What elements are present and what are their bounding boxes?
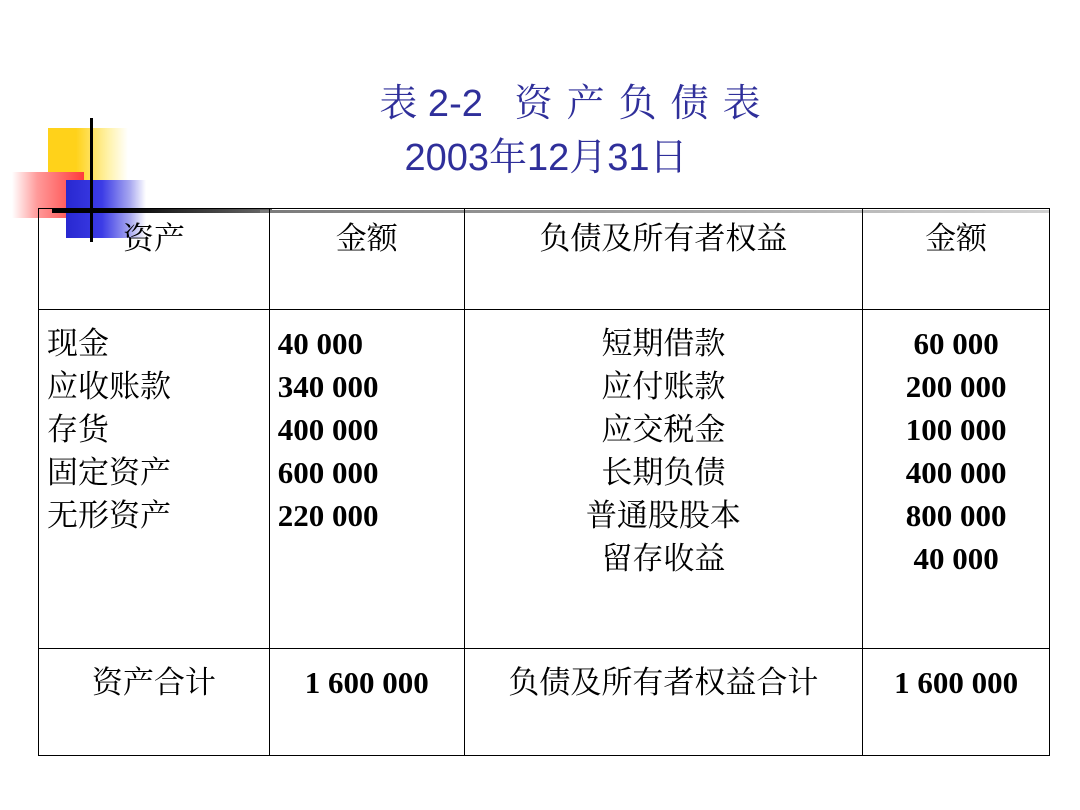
- page-title: [0, 72, 1080, 127]
- header-amount: 金额: [269, 209, 464, 310]
- liabilities-equity-total-amount: 1 600 000: [863, 649, 1050, 756]
- asset-items-cell: [39, 310, 270, 649]
- asset-item: 现金: [47, 326, 109, 361]
- asset-amount: 220 000: [277, 498, 379, 533]
- title-char: 产: [566, 83, 619, 125]
- liability-item: 留存收益: [601, 541, 726, 576]
- liability-item: 短期借款: [601, 326, 726, 361]
- title-char: 表: [722, 83, 761, 125]
- header-amount: 金额: [863, 209, 1050, 310]
- table-row: [39, 310, 1050, 649]
- liability-amount: 400 000: [905, 455, 1007, 490]
- liability-items-cell: [464, 310, 863, 649]
- assets-total-label: 资产合计: [39, 649, 270, 756]
- header-liabilities-equity: 负债及所有者权益: [464, 209, 863, 310]
- liability-item: 长期负债: [601, 455, 726, 490]
- liability-item: 应交税金: [601, 412, 726, 447]
- liability-amount: 800 000: [905, 498, 1007, 533]
- page-subtitle-date: 2003年12月31日: [404, 137, 688, 179]
- assets-total-amount: 1 600 000: [269, 649, 464, 756]
- asset-amount: 600 000: [277, 455, 379, 490]
- liability-amount: 60 000: [913, 326, 999, 361]
- asset-amount: 340 000: [277, 369, 379, 404]
- liability-amount: 40 000: [913, 541, 999, 576]
- balance-sheet-table: [38, 208, 1050, 756]
- title-char: 资: [514, 83, 567, 125]
- asset-item: 应收账款: [47, 369, 171, 404]
- title-char: 负: [618, 83, 671, 125]
- table-number: 表 2-2: [379, 83, 483, 125]
- asset-amount: 400 000: [277, 412, 379, 447]
- table-header-row: [39, 209, 1050, 310]
- liability-amounts-cell: [863, 310, 1050, 649]
- asset-amount: 40 000: [277, 326, 364, 361]
- liability-item: 普通股股本: [585, 498, 741, 533]
- liability-amount: 100 000: [905, 412, 1007, 447]
- title-char: 债: [670, 83, 723, 125]
- header-assets: 资产: [39, 209, 270, 310]
- asset-item: 存货: [47, 412, 109, 447]
- liability-item: 应付账款: [601, 369, 726, 404]
- liabilities-equity-total-label: 负债及所有者权益合计: [464, 649, 863, 756]
- asset-item: 无形资产: [47, 498, 171, 533]
- asset-item: 固定资产: [47, 455, 171, 490]
- table-total-row: [39, 649, 1050, 756]
- asset-amounts-cell: [269, 310, 464, 649]
- liability-amount: 200 000: [905, 369, 1007, 404]
